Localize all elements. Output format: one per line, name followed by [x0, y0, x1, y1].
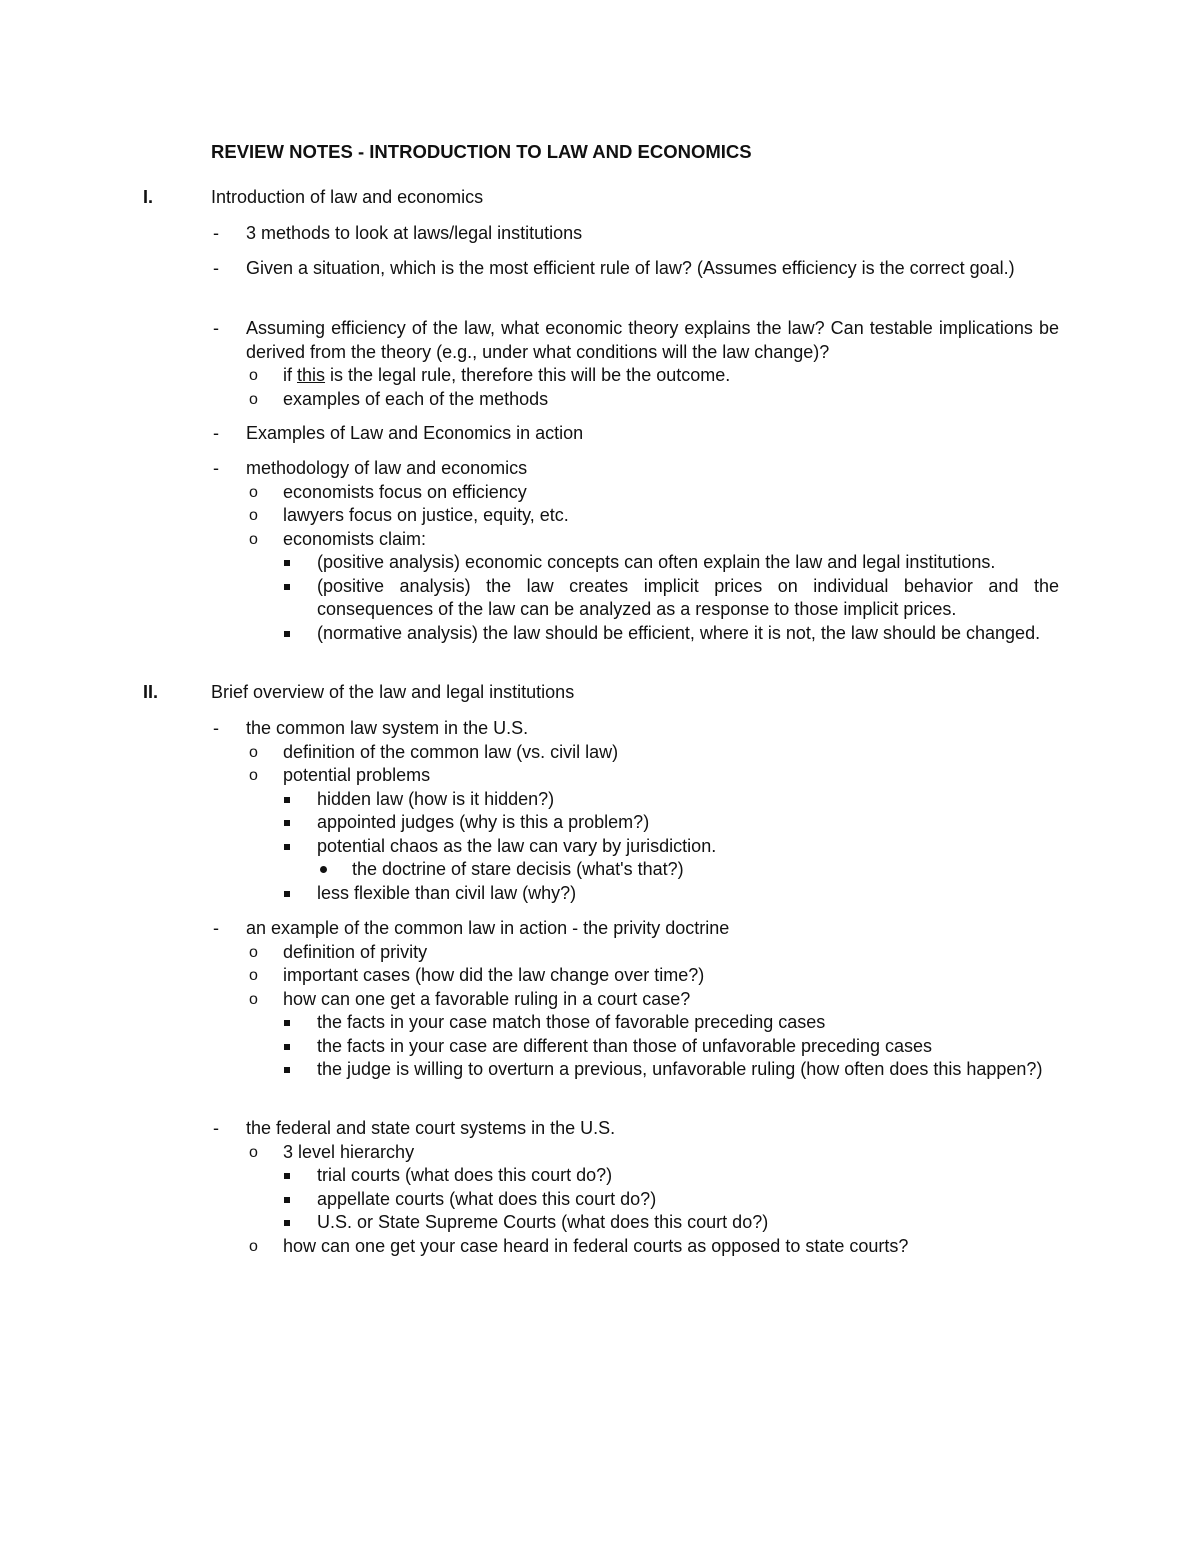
sub-sub-list-item: potential chaos as the law can vary by jurisdiction.	[246, 835, 1059, 859]
circle-bullet-icon: o	[249, 507, 258, 524]
square-bullet-icon	[284, 1173, 290, 1179]
square-bullet-icon	[284, 1220, 290, 1226]
sub-sub-list-item: (normative analysis) the law should be efficient, where it is not, the law should be changed.	[246, 622, 1059, 646]
sub-sub-list-item: hidden law (how is it hidden?)	[246, 788, 1059, 812]
sub-sub-list-item: the facts in your case match those of favorable preceding cases	[246, 1011, 1059, 1035]
list-item-text: an example of the common law in action - the privity doctrine	[246, 918, 730, 938]
sub-sub-sub-list-item: the doctrine of stare decisis (what's that?)	[246, 858, 1059, 882]
square-bullet-icon	[284, 631, 290, 637]
sub-sub-list-item: the judge is willing to overturn a previous, unfavorable ruling (how often does this happen?)	[246, 1058, 1059, 1082]
sub-list-item: o how can one get your case heard in federal courts as opposed to state courts?	[246, 1235, 1059, 1259]
square-bullet-icon	[284, 1044, 290, 1050]
square-bullet-icon	[284, 1067, 290, 1073]
list-item-text: Assuming efficiency of the law, what economic theory explains the law? Can testable implications be derived from the theory (e.g., under what conditions will the law change)?	[246, 318, 1059, 362]
sub-sub-list-item: appellate courts (what does this court do?)	[246, 1188, 1059, 1212]
sub-sub-list-item: (positive analysis) the law creates implicit prices on individual behavior and the consequences of the law can be analyzed as a response to those implicit prices.	[246, 575, 1059, 622]
circle-bullet-icon: o	[249, 743, 258, 761]
square-bullet-icon	[284, 560, 290, 566]
circle-bullet-icon: o	[249, 967, 258, 984]
sub-sub-list-item: (positive analysis) economic concepts can often explain the law and legal institutions.	[246, 551, 1059, 575]
circle-bullet-icon: o	[249, 1143, 258, 1161]
sub-list-item: o definition of privity	[246, 941, 1059, 965]
document-title: REVIEW NOTES - INTRODUCTION TO LAW AND ECONOMICS	[211, 141, 752, 162]
sub-sub-list-item: trial courts (what does this court do?)	[246, 1164, 1059, 1188]
circle-bullet-icon: o	[249, 390, 258, 408]
dash-marker: -	[213, 918, 219, 938]
dash-marker: -	[213, 458, 219, 478]
circle-bullet-icon: o	[249, 530, 258, 548]
section-1-title: Introduction of law and economics	[211, 187, 484, 207]
list-item	[213, 917, 1059, 1082]
square-bullet-icon	[284, 1020, 290, 1026]
dash-marker: -	[213, 423, 219, 443]
sub-sub-list-item: the facts in your case are different than those of unfavorable preceding cases	[246, 1035, 1059, 1059]
list-item-text: 3 methods to look at laws/legal institutions	[246, 223, 583, 243]
sub-sub-list-item: less flexible than civil law (why?)	[246, 882, 1059, 906]
list-item-text: the common law system in the U.S.	[246, 718, 529, 738]
sub-list-item: o economists focus on efficiency	[246, 481, 1059, 505]
dash-marker: -	[213, 318, 219, 338]
sub-list-item: o 3 level hierarchy	[246, 1141, 1059, 1165]
dash-marker: -	[213, 1118, 219, 1138]
square-bullet-icon	[284, 584, 290, 590]
square-bullet-icon	[284, 820, 290, 826]
dot-bullet-icon	[320, 866, 327, 873]
sub-sub-list-item: appointed judges (why is this a problem?)	[246, 811, 1059, 835]
list-item-text: Given a situation, which is the most efficient rule of law? (Assumes efficiency is the correct goal.)	[246, 258, 1015, 278]
underlined-word: this	[297, 365, 326, 385]
sub-list-item: o if this is the legal rule, therefore this will be the outcome.	[246, 364, 1059, 388]
square-bullet-icon	[284, 797, 290, 803]
list-item-text: Examples of Law and Economics in action	[246, 423, 584, 443]
list-item-text: methodology of law and economics	[246, 458, 528, 478]
list-item-text: the federal and state court systems in the U.S.	[246, 1118, 616, 1138]
circle-bullet-icon: o	[249, 483, 258, 501]
list-item	[213, 457, 1059, 645]
square-bullet-icon	[284, 1197, 290, 1203]
list-item	[213, 1117, 1059, 1258]
circle-bullet-icon: o	[249, 1237, 258, 1255]
circle-bullet-icon: o	[249, 943, 258, 961]
dash-marker: -	[213, 718, 219, 738]
list-item	[213, 222, 1059, 246]
square-bullet-icon	[284, 844, 290, 850]
sub-sub-list-item: U.S. or State Supreme Courts (what does this court do?)	[246, 1211, 1059, 1235]
dash-marker: -	[213, 258, 219, 278]
sub-list-item: o potential problems	[246, 764, 1059, 788]
dash-marker: -	[213, 223, 219, 243]
sub-list-item: o how can one get a favorable ruling in a court case?	[246, 988, 1059, 1012]
sub-list-item: o economists claim:	[246, 528, 1059, 552]
sub-list-item: o definition of the common law (vs. civil law)	[246, 741, 1059, 765]
circle-bullet-icon: o	[249, 990, 258, 1008]
section-2-numeral: II.	[143, 682, 159, 702]
sub-list-item: o lawyers focus on justice, equity, etc.	[246, 504, 1059, 528]
list-item	[213, 257, 1059, 281]
circle-bullet-icon: o	[249, 367, 258, 384]
section-1-numeral: I.	[143, 187, 154, 207]
list-item	[213, 422, 1059, 446]
section-2-title: Brief overview of the law and legal institutions	[211, 682, 575, 702]
list-item	[213, 717, 1059, 905]
circle-bullet-icon: o	[249, 767, 258, 784]
sub-list-item: o important cases (how did the law change over time?)	[246, 964, 1059, 988]
square-bullet-icon	[284, 891, 290, 897]
list-item	[213, 317, 1059, 411]
sub-list-item: o examples of each of the methods	[246, 388, 1059, 412]
